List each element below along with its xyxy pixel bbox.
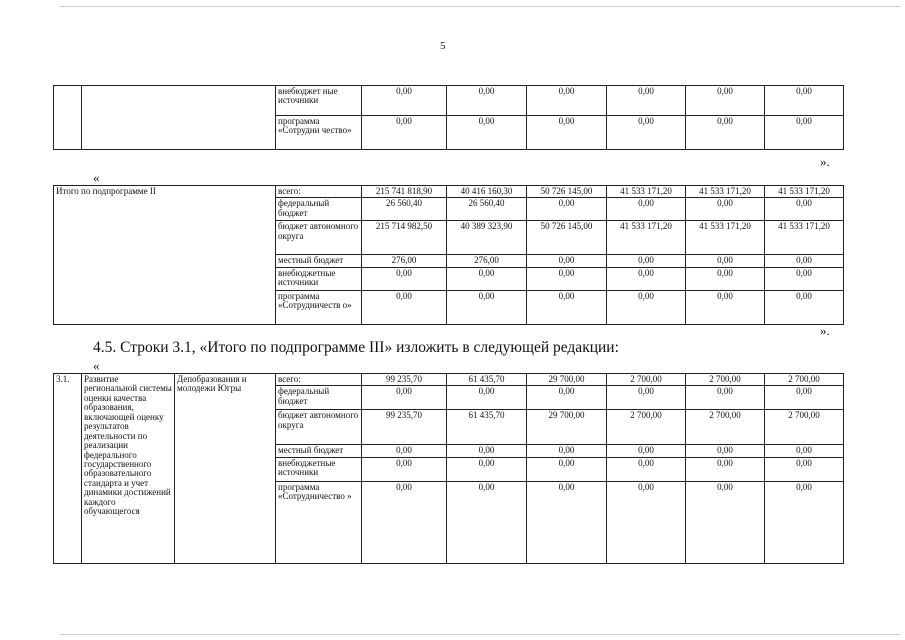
value-cell: 29 700,00 [527, 410, 607, 445]
value-cell: 0,00 [686, 386, 765, 410]
value-cell: 41 533 171,20 [607, 186, 686, 198]
close-quote-2: ». [820, 323, 830, 338]
value-cell: 0,00 [765, 255, 844, 267]
table-row-3-1 [53, 373, 905, 564]
value-cell: 0,00 [607, 267, 686, 290]
page-number: 5 [440, 40, 446, 52]
value-cell: 41 533 171,20 [765, 186, 844, 198]
value-cell: 26 560,40 [362, 198, 447, 221]
value-cell: 0,00 [765, 445, 844, 457]
table-subtotal-2 [53, 185, 905, 325]
value-cell: 26 560,40 [447, 198, 527, 221]
value-cell: 0,00 [686, 481, 765, 563]
value-cell: 0,00 [362, 481, 447, 563]
value-cell: 0,00 [765, 386, 844, 410]
value-cell: 0,00 [765, 457, 844, 481]
value-cell: 215 714 982,50 [362, 221, 447, 255]
value-cell: 0,00 [447, 386, 527, 410]
value-cell: 0,00 [447, 267, 527, 290]
scan-edge-bottom [60, 634, 900, 635]
value-cell: 0,00 [607, 86, 686, 116]
table-row [54, 374, 905, 386]
source-label: местный бюджет [276, 445, 362, 457]
value-cell: 0,00 [447, 445, 527, 457]
value-cell: 61 435,70 [447, 374, 527, 386]
value-cell: 2 700,00 [765, 374, 844, 386]
value-cell: 0,00 [686, 255, 765, 267]
value-cell: 276,00 [362, 255, 447, 267]
value-cell: 0,00 [686, 445, 765, 457]
source-label: местный бюджет [276, 255, 362, 267]
scan-edge-top [60, 6, 900, 7]
value-cell: 41 533 171,20 [686, 221, 765, 255]
value-cell: 0,00 [447, 481, 527, 563]
value-cell: 0,00 [607, 481, 686, 563]
measure-name: Развитие региональной системы оценки качества образования, включающей оценку результатов деятельности по реализации федерального государственного образовательного стандарта и учет динамики достижений каждого обучающегося [82, 374, 175, 564]
value-cell: 0,00 [607, 290, 686, 324]
value-cell: 0,00 [765, 481, 844, 563]
source-label: программа «Сотрудничеств о» [276, 290, 362, 324]
value-cell: 2 700,00 [686, 374, 765, 386]
value-cell: 0,00 [765, 86, 844, 116]
subtotal-title: Итого по подпрограмме II [54, 186, 276, 325]
source-label: федеральный бюджет [276, 386, 362, 410]
table-row [54, 86, 905, 116]
value-cell: 40 416 160,30 [447, 186, 527, 198]
value-cell: 61 435,70 [447, 410, 527, 445]
value-cell: 0,00 [362, 445, 447, 457]
section-heading: 4.5. Строки 3.1, «Итого по подпрограмме III» изложить в следующей редакции: [93, 339, 619, 356]
value-cell: 0,00 [527, 116, 607, 150]
value-cell: 40 389 323,90 [447, 221, 527, 255]
value-cell: 0,00 [362, 267, 447, 290]
value-cell: 0,00 [765, 116, 844, 150]
value-cell: 0,00 [527, 481, 607, 563]
value-cell: 2 700,00 [607, 410, 686, 445]
close-quote-1: ». [820, 154, 830, 169]
cell-empty [54, 86, 82, 150]
value-cell: 41 533 171,20 [765, 221, 844, 255]
value-cell: 0,00 [362, 457, 447, 481]
value-cell: 0,00 [686, 86, 765, 116]
value-cell: 99 235,70 [362, 374, 447, 386]
executor: Депобразования и молодежи Югры [175, 374, 276, 564]
value-cell: 0,00 [527, 198, 607, 221]
value-cell: 0,00 [362, 116, 447, 150]
value-cell: 41 533 171,20 [686, 186, 765, 198]
source-label: бюджет автономного округа [276, 221, 362, 255]
value-cell: 0,00 [527, 457, 607, 481]
value-cell: 0,00 [447, 457, 527, 481]
value-cell: 50 726 145,00 [527, 221, 607, 255]
value-cell: 0,00 [527, 386, 607, 410]
value-cell: 0,00 [686, 198, 765, 221]
value-cell: 215 741 818,90 [362, 186, 447, 198]
source-label: всего: [276, 374, 362, 386]
value-cell: 0,00 [527, 290, 607, 324]
source-label: внебюджетные источники [276, 457, 362, 481]
value-cell: 0,00 [447, 290, 527, 324]
value-cell: 0,00 [607, 255, 686, 267]
value-cell: 0,00 [607, 457, 686, 481]
value-cell: 0,00 [607, 445, 686, 457]
value-cell: 0,00 [447, 116, 527, 150]
value-cell: 99 235,70 [362, 410, 447, 445]
value-cell: 0,00 [765, 290, 844, 324]
source-label: программа «Сотрудничество » [276, 481, 362, 563]
value-cell: 276,00 [447, 255, 527, 267]
open-quote-1: « [93, 170, 100, 185]
value-cell: 0,00 [447, 86, 527, 116]
value-cell: 0,00 [527, 267, 607, 290]
value-cell: 0,00 [527, 86, 607, 116]
value-cell: 0,00 [362, 86, 447, 116]
value-cell: 29 700,00 [527, 374, 607, 386]
open-quote-2: « [93, 358, 100, 373]
source-label: бюджет автономного округа [276, 410, 362, 445]
value-cell: 0,00 [362, 290, 447, 324]
value-cell: 0,00 [362, 386, 447, 410]
source-label: внебюджет ные источники [276, 86, 362, 116]
value-cell: 2 700,00 [607, 374, 686, 386]
source-label: всего: [276, 186, 362, 198]
value-cell: 0,00 [686, 290, 765, 324]
value-cell: 0,00 [686, 457, 765, 481]
value-cell: 0,00 [527, 445, 607, 457]
value-cell: 50 726 145,00 [527, 186, 607, 198]
value-cell: 0,00 [607, 116, 686, 150]
table-row [54, 186, 905, 198]
value-cell: 2 700,00 [686, 410, 765, 445]
cell-empty [82, 86, 276, 150]
value-cell: 41 533 171,20 [607, 221, 686, 255]
value-cell: 0,00 [765, 267, 844, 290]
table-continuation [53, 85, 905, 150]
source-label: внебюджетные источники [276, 267, 362, 290]
source-label: программа «Сотрудни чество» [276, 116, 362, 150]
value-cell: 0,00 [607, 386, 686, 410]
value-cell: 0,00 [527, 255, 607, 267]
value-cell: 2 700,00 [765, 410, 844, 445]
row-number: 3.1. [54, 374, 82, 564]
value-cell: 0,00 [607, 198, 686, 221]
value-cell: 0,00 [765, 198, 844, 221]
value-cell: 0,00 [686, 267, 765, 290]
source-label: федеральный бюджет [276, 198, 362, 221]
value-cell: 0,00 [686, 116, 765, 150]
